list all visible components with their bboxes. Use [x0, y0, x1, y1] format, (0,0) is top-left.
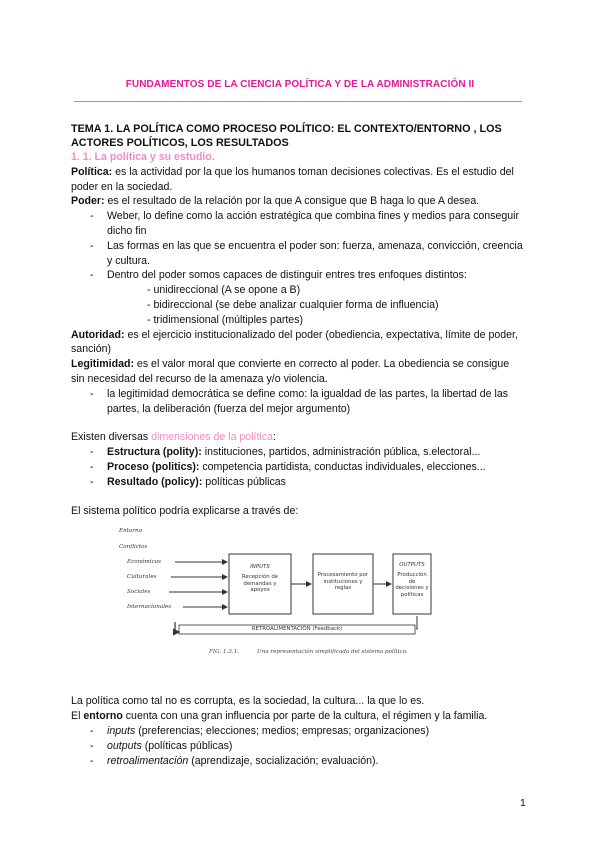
list-item-text: Dentro del poder somos capaces de distinguir entres tres enfoques distintos:	[107, 269, 467, 282]
section-title: 1. 1. La política y su estudio.	[71, 151, 215, 163]
poder-definition	[71, 194, 523, 209]
figure-caption: Una representación simplificada del sistema político.	[257, 649, 408, 656]
dimension-term: Estructura (polity):	[107, 446, 202, 459]
entorno-item-term: retroalimentación	[107, 754, 189, 767]
outputs-box-text: Producción de decisiones y políticas	[395, 572, 429, 598]
entorno-text: cuenta con una gran influencia por parte de la cultura, el régimen y la familia.	[122, 710, 488, 723]
conflictos-label: Conflictos	[119, 544, 148, 551]
political-system-diagram	[117, 524, 433, 670]
sub-item: - bidireccional (se debe analizar cualquier forma de influencia)	[147, 298, 523, 313]
entorno-item-term: outputs	[107, 739, 142, 752]
list-item	[71, 460, 523, 475]
legitimidad-text: es el valor moral que convierte en correcto al poder. La obediencia se consigue sin necesidad del recurso de la amenaza y/o violencia.	[71, 358, 510, 385]
politica-text: es la actividad por la que los humanos toman decisiones colectivas. Es el estudio del poder en la sociedad.	[71, 165, 514, 193]
list-item: - Weber, lo define como la acción estratégica que combina fines y medios para conseguir dicho fin	[71, 209, 523, 239]
input-source-label: Internacionales	[127, 604, 172, 611]
inputs-box-title: INPUTS	[250, 564, 270, 571]
entorno-item-term: inputs	[107, 724, 136, 737]
autoridad-text: es el ejercicio institucionalizado del poder (obediencia, expectativa, límite de poder, sanción)	[71, 328, 518, 356]
feedback-label: RETROALIMENTACIÓN (Feedback)	[251, 626, 343, 633]
entorno-item-text: (políticas públicas)	[141, 739, 233, 752]
dimensiones-intro	[71, 430, 523, 445]
dimension-text: políticas públicas	[202, 475, 286, 488]
document-body	[71, 122, 523, 768]
entorno-term: entorno	[83, 710, 123, 723]
input-source-label: Sociales	[127, 589, 151, 596]
list-item	[71, 724, 523, 739]
politica-term: Política:	[71, 165, 113, 178]
list-item	[71, 739, 523, 754]
list-item	[71, 268, 523, 327]
tema-title: TEMA 1. LA POLÍTICA COMO PROCESO POLÍTICO: EL CONTEXTO/ENTORNO , LOS ACTORES POLÍTICOS, LOS RESULTADOS	[71, 123, 502, 149]
page-number: 1	[520, 797, 526, 809]
document-header: FUNDAMENTOS DE LA CIENCIA POLÍTICA Y DE LA ADMINISTRACIÓN II	[125, 79, 475, 90]
list-item: - la legitimidad democrática se define como: la igualdad de las partes, la libertad de las partes, la deliberación (fuerza del mejor argumento)	[71, 387, 523, 417]
input-source-label: Económicos	[127, 559, 162, 566]
outputs-box-title: OUTPUTS	[399, 562, 425, 569]
list-item	[71, 445, 523, 460]
sub-item: - unidireccional (A se opone a B)	[147, 283, 523, 298]
sub-item: - tridimensional (múltiples partes)	[147, 313, 523, 328]
list-item	[71, 475, 523, 490]
dimension-text: competencia partidista, conductas individuales, elecciones...	[199, 460, 486, 473]
input-source-label: Culturales	[127, 574, 157, 581]
autoridad-term: Autoridad:	[71, 328, 125, 341]
politica-definition	[71, 165, 523, 195]
poder-term: Poder:	[71, 195, 105, 208]
dimension-term: Proceso (politics):	[107, 460, 200, 473]
figure-number: FIG. 1.3.1.	[209, 649, 239, 656]
entorno-label: Entorno	[119, 528, 142, 535]
entorno-item-text: (preferencias; elecciones; medios; empresas; organizaciones)	[135, 724, 430, 737]
entorno-item-text: (aprendizaje, socialización; evaluación).	[188, 754, 379, 767]
poder-list	[71, 209, 523, 327]
entorno-pre: El	[71, 710, 84, 723]
process-box-text: Procesamiento por instituciones y reglas	[317, 572, 369, 592]
dimensiones-highlight: dimensiones de la política	[151, 431, 273, 444]
legitimidad-term: Legitimidad:	[71, 358, 134, 371]
dimensiones-end: :	[272, 431, 276, 444]
list-item: - Las formas en las que se encuentra el poder son: fuerza, amenaza, convicción, creencia y cultura.	[71, 239, 523, 269]
dimension-term: Resultado (policy):	[107, 475, 203, 488]
header-divider	[74, 101, 522, 102]
entorno-list	[71, 724, 523, 768]
legitimidad-list	[71, 387, 523, 417]
sistema-intro: El sistema político podría explicarse a través de:	[71, 504, 299, 517]
inputs-box-text: Recepción de demandas y apoyos	[241, 574, 279, 594]
list-item	[71, 754, 523, 769]
autoridad-definition	[71, 328, 523, 358]
poder-text: es el resultado de la relación por la que A consigue que B haga lo que A desea.	[104, 195, 480, 208]
poder-sublist	[107, 283, 523, 327]
entorno-paragraph	[71, 709, 523, 724]
dimension-text: instituciones, partidos, administración pública, s.electoral...	[201, 446, 481, 459]
legitimidad-definition	[71, 357, 523, 387]
dimensiones-list	[71, 445, 523, 489]
cultura-line: La política como tal no es corrupta, es la sociedad, la cultura... la que lo es.	[71, 695, 425, 708]
dimensiones-intro-text: Existen diversas	[71, 431, 152, 444]
